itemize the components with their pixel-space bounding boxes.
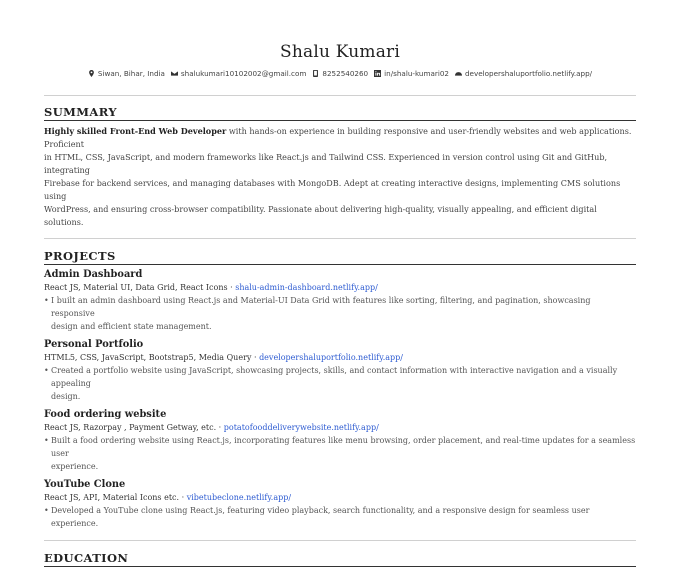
project-description	[44, 294, 636, 333]
email-text: shalukumari10102002@gmail.com	[180, 68, 307, 78]
summary-text	[44, 125, 636, 229]
contact-linkedin[interactable]	[374, 69, 449, 78]
header-divider	[44, 95, 636, 96]
linkedin-text: in/shalu-kumari02	[384, 68, 449, 78]
contact-website[interactable]	[455, 69, 592, 78]
project-item	[44, 338, 636, 403]
resume-page	[44, 41, 636, 567]
project-tech: React JS, API, Material Icons etc. · vibetubeclone.netlify.app/	[44, 493, 292, 502]
contact-location	[88, 69, 165, 78]
location-text: Siwan, Bihar, India	[97, 68, 165, 78]
project-tech-stack: HTML5, CSS, JavaScript, Bootstrap5, Media Query	[44, 353, 252, 362]
education-section	[44, 551, 636, 567]
phone-icon	[312, 70, 319, 77]
project-description	[44, 504, 636, 530]
project-tech: React JS, Razorpay , Payment Getway, etc. · potatofooddeliverywebsite.netlify.app/	[44, 423, 379, 432]
summary-line-3: Firebase for backend services, and managing databases with MongoDB. Adept at creating interactive designs, implementing CMS solutions using	[44, 178, 621, 201]
project-tech-stack: React JS, API, Material Icons etc.	[44, 493, 180, 502]
web-icon	[455, 70, 462, 77]
website-text: developershaluportfolio.netlify.app/	[464, 68, 593, 78]
project-link[interactable]: developershaluportfolio.netlify.app/	[259, 353, 403, 362]
summary-line-2: in HTML, CSS, JavaScript, and modern frameworks like React.js and Tailwind CSS. Experienced in version control using Git and GitHub, integrating	[44, 152, 608, 175]
project-description	[44, 434, 636, 473]
projects-divider	[44, 540, 636, 541]
project-description	[44, 364, 636, 403]
project-title: YouTube Clone	[44, 479, 126, 490]
project-item	[44, 478, 636, 530]
project-desc-line-1: I built an admin dashboard using React.js and Material-UI Data Grid with features like sorting, filtering, and pagination, showcasing responsive	[51, 296, 591, 318]
bullet-marker: •	[44, 506, 49, 515]
project-tech-stack: React JS, Material UI, Data Grid, React Icons	[44, 283, 228, 292]
project-desc-line-1: Developed a YouTube clone using React.js, featuring video playback, search functionality, and a responsive design for seamless user experience.	[51, 506, 590, 528]
phone-text: 8252540260	[322, 68, 369, 78]
bullet-marker: •	[44, 366, 49, 375]
project-desc-line-1: Created a portfolio website using JavaScript, showcasing projects, skills, and contact information with interactive navigation and a visually appealing	[51, 366, 618, 388]
contact-email[interactable]	[171, 69, 306, 78]
linkedin-icon	[374, 70, 381, 77]
project-title: Personal Portfolio	[44, 339, 144, 350]
project-desc-line-2: experience.	[51, 462, 99, 471]
project-tech: React JS, Material UI, Data Grid, React Icons · shalu-admin-dashboard.netlify.app/	[44, 283, 378, 292]
project-item	[44, 268, 636, 333]
projects-heading: PROJECTS	[44, 249, 636, 265]
projects-section	[44, 249, 636, 530]
project-tech: HTML5, CSS, JavaScript, Bootstrap5, Media Query · developershaluportfolio.netlify.app/	[44, 353, 403, 362]
location-pin-icon	[88, 70, 95, 77]
summary-divider	[44, 238, 636, 239]
candidate-name: Shalu Kumari	[279, 42, 400, 62]
project-desc-line-2: design.	[51, 392, 81, 401]
bullet-marker: •	[44, 436, 49, 445]
bullet-marker: •	[44, 296, 49, 305]
summary-line-1: with hands-on experience in building responsive and user-friendly websites and web applications. Proficient	[44, 126, 632, 149]
summary-lead: Highly skilled Front-End Web Developer	[44, 126, 227, 136]
education-heading: EDUCATION	[44, 551, 636, 567]
project-desc-line-1: Built a food ordering website using React.js, incorporating features like menu browsing, order placement, and real-time updates for a seamless user	[51, 436, 636, 458]
summary-heading: SUMMARY	[44, 105, 636, 121]
project-desc-line-2: design and efficient state management.	[51, 322, 212, 331]
summary-line-4: WordPress, and ensuring cross-browser compatibility. Passionate about delivering high-quality, visually appealing, and efficient digital solutions.	[44, 204, 597, 227]
contact-phone[interactable]	[312, 69, 368, 78]
mail-icon	[171, 70, 178, 77]
summary-section	[44, 105, 636, 229]
project-title: Food ordering website	[44, 409, 167, 420]
contact-bar	[44, 67, 636, 79]
project-tech-stack: React JS, Razorpay , Payment Getway, etc.	[44, 423, 217, 432]
project-link[interactable]: potatofooddeliverywebsite.netlify.app/	[223, 423, 379, 432]
project-link[interactable]: shalu-admin-dashboard.netlify.app/	[235, 283, 378, 292]
project-item	[44, 408, 636, 473]
project-title: Admin Dashboard	[44, 269, 143, 280]
project-link[interactable]: vibetubeclone.netlify.app/	[186, 493, 292, 502]
